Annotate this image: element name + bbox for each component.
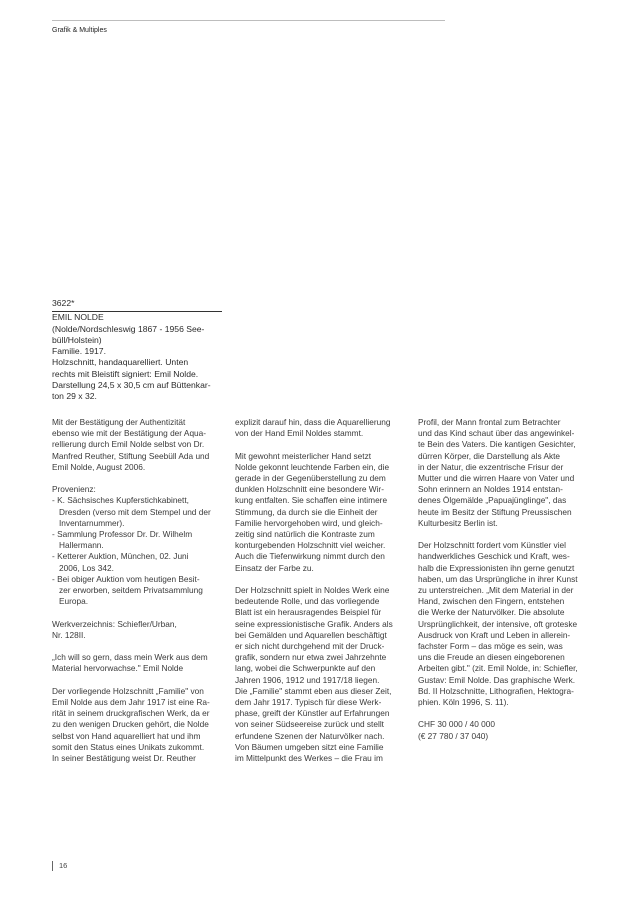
lot-description xyxy=(52,312,222,402)
text-line: von der Hand Emil Noldes stammt. xyxy=(235,428,364,439)
text-line: Provenienz: xyxy=(52,484,96,495)
section-title: Grafik & Multiples xyxy=(52,27,107,34)
text-line: te Bein des Vaters. Die kantigen Gesichter, xyxy=(418,439,576,450)
text-line: im Mittelpunkt des Werkes – die Frau im xyxy=(235,753,383,764)
text-line: zer erworben, seitdem Privatsammlung xyxy=(59,585,203,596)
text-line: Emil Nolde, August 2006. xyxy=(52,461,146,472)
text-line: er sich nicht durchgehend mit der Druck- xyxy=(235,641,385,652)
text-line: 2006, Los 342. xyxy=(59,562,114,573)
text-line: dem Jahr 1917. Typisch für diese Werk- xyxy=(235,697,382,708)
text-line: Arbeiten gibt." (zit. Emil Nolde, in: Schiefler, xyxy=(418,663,578,674)
text-line: halb die Expressionisten ihn gerne genutzt xyxy=(418,562,575,573)
text-line: Material hervorwachse." Emil Nolde xyxy=(52,663,184,674)
text-line: Europa. xyxy=(59,596,89,607)
text-line: von seiner Südseereise zurück und stellt xyxy=(235,719,384,730)
page-number: 16 xyxy=(59,861,68,870)
text-line: Auch die Tiefenwirkung nimmt durch den xyxy=(235,551,385,562)
paragraph-gap xyxy=(235,574,400,585)
text-line: Emil Nolde aus dem Jahr 1917 ist eine Ra- xyxy=(52,697,210,708)
artist-name: EMIL NOLDE xyxy=(52,312,104,323)
text-line: Gustav: Emil Nolde. Das graphische Werk. xyxy=(418,674,576,685)
text-line: Hallermann. xyxy=(59,540,104,551)
text-line: erfundene Szenen der Naturvölker nach. xyxy=(235,730,385,741)
lot-line: Darstellung 24,5 x 30,5 cm auf Büttenkar- xyxy=(52,380,211,391)
paragraph-gap xyxy=(52,641,217,652)
text-line: zu unterstreichen. „Mit dem Material in der xyxy=(418,585,574,596)
paragraph-gap xyxy=(235,439,400,450)
lot-line: büll/Holstein) xyxy=(52,334,102,345)
text-line: Der vorliegende Holzschnitt „Familie" von xyxy=(52,685,204,696)
text-line: Mit der Bestätigung der Authentizität xyxy=(52,417,186,427)
text-column-3 xyxy=(418,417,583,742)
text-line: lang, wobei die Schwerpunkte auf den xyxy=(235,663,376,674)
text-line: ebenso wie mit der Bestätigung der Aqua- xyxy=(52,428,207,439)
text-line: Mit gewohnt meisterlicher Hand setzt xyxy=(235,450,372,461)
paragraph-gap xyxy=(52,473,217,484)
lot-line: ton 29 x 32. xyxy=(52,391,97,402)
text-line: (€ 27 780 / 37 040) xyxy=(418,730,489,741)
lot-block xyxy=(52,298,222,403)
text-line: - Sammlung Professor Dr. Dr. Wilhelm xyxy=(52,529,193,540)
text-line: - Bei obiger Auktion vom heutigen Besit- xyxy=(52,573,200,584)
text-line: phase, greift der Künstler auf Erfahrungen xyxy=(235,708,390,719)
text-line: handwerkliches Geschick und Kraft, wes- xyxy=(418,551,570,562)
text-line: Einsatz der Farbe zu. xyxy=(235,562,314,573)
text-line: CHF 30 000 / 40 000 xyxy=(418,719,496,730)
lot-number: 3622* xyxy=(52,298,75,308)
text-column-1 xyxy=(52,417,217,764)
text-line: - K. Sächsisches Kupferstichkabinett, xyxy=(52,495,189,506)
lot-line: Holzschnitt, handaquarelliert. Unten xyxy=(52,357,189,368)
text-line: zu den wenigen Drucken gehört, die Nolde xyxy=(52,719,209,730)
text-line: in der Natur, die exzentrische Frisur der xyxy=(418,461,564,472)
text-line: Blatt ist ein herausragendes Beispiel für xyxy=(235,607,382,618)
text-line: rellierung durch Emil Nolde selbst von Dr. xyxy=(52,439,205,450)
paragraph-gap xyxy=(418,708,583,719)
text-line: Nr. 128II. xyxy=(52,629,86,640)
text-line: die Werke der Naturvölker. Die absolute xyxy=(418,607,565,618)
page-footer xyxy=(52,861,67,871)
text-line: Inventarnummer). xyxy=(59,517,125,528)
text-line: Werkverzeichnis: Schiefler/Urban, xyxy=(52,618,177,629)
lot-line: (Nolde/Nordschleswig 1867 - 1956 See- xyxy=(52,323,205,334)
text-line: Dresden (verso mit dem Stempel und der xyxy=(59,506,211,517)
text-line: Ursprünglichkeit, der intensive, oft groteske xyxy=(418,618,578,629)
text-line: und das Kind schaut über das angewinkel- xyxy=(418,428,575,439)
text-column-2 xyxy=(235,417,400,764)
text-line: phien. Köln 1996, S. 11). xyxy=(418,697,509,708)
text-line: Von Bäumen umgeben sitzt eine Familie xyxy=(235,741,384,752)
text-line: bedeutende Rolle, und das vorliegende xyxy=(235,596,380,607)
text-line: Der Holzschnitt spielt in Noldes Werk eine xyxy=(235,585,390,596)
text-line: Sohn erinnern an Noldes 1914 entstan- xyxy=(418,484,563,495)
text-line: Manfred Reuther, Stiftung Seebüll Ada und xyxy=(52,450,210,461)
text-line: Familie hervorgehoben wird, und gleich- xyxy=(235,517,383,528)
text-line: zeitig sind natürlich die Kontraste zum xyxy=(235,529,375,540)
text-line: Mutter und die wirren Haare von Vater und xyxy=(418,473,575,484)
text-line: Der Holzschnitt fordert vom Künstler viel xyxy=(418,540,567,551)
text-line: somit den Status eines Unikats zukommt. xyxy=(52,741,205,752)
text-line: Jahren 1906, 1912 und 1917/18 liegen. xyxy=(235,674,380,685)
text-line: seine expressionistische Grafik. Anders als xyxy=(235,618,393,629)
text-line: konturgebenden Holzschnitt viel weicher. xyxy=(235,540,386,551)
paragraph-gap xyxy=(52,607,217,618)
text-line: Bd. II Holzschnitte, Lithografien, Hektogra- xyxy=(418,685,574,696)
text-line: Die „Familie" stammt eben aus dieser Zeit, xyxy=(235,685,392,696)
text-line: Kulturbesitz Berlin ist. xyxy=(418,517,498,528)
text-line: rität in seinem druckgrafischen Werk, da er xyxy=(52,708,210,719)
text-line: heute im Besitz der Stiftung Preussischen xyxy=(418,506,572,517)
lot-line: Familie. 1917. xyxy=(52,346,106,357)
footer-bar xyxy=(52,861,53,871)
text-line: grafik, sondern nur etwa zwei Jahrzehnte xyxy=(235,652,387,663)
text-line: Hand, zwischen den Fingern, entstehen xyxy=(418,596,565,607)
text-line: fachster Form – das möge es sein, was xyxy=(418,641,563,652)
lot-line: rechts mit Bleistift signiert: Emil Nolde. xyxy=(52,368,199,379)
text-line: uns die Freude an diesen eingeborenen xyxy=(418,652,565,663)
text-line: bei Gemälden und Aquarellen beschäftigt xyxy=(235,629,387,640)
text-line: Stimmung, da durch sie die Einheit der xyxy=(235,506,378,517)
text-line: explizit darauf hin, dass die Aquarellierung xyxy=(235,417,391,427)
text-line: dunklen Holzschnitt eine besondere Wir- xyxy=(235,484,384,495)
text-line: Nolde gekonnt leuchtende Farben ein, die xyxy=(235,461,390,472)
text-line: dürren Körper, die Darstellung als Akte xyxy=(418,450,561,461)
paragraph-gap xyxy=(418,529,583,540)
text-line: gerade in der Gegenüberstellung zu dem xyxy=(235,473,386,483)
text-line: denes Ölgemälde „Papuajünglinge", das xyxy=(418,495,567,506)
text-line: Ausdruck von Kraft und Leben in allerein- xyxy=(418,629,571,640)
text-line: Profil, der Mann frontal zum Betrachter xyxy=(418,417,561,427)
text-line: haben, um das Ursprüngliche in ihrer Kunst xyxy=(418,573,578,584)
text-line: kung entfalten. Sie schaffen eine intimere xyxy=(235,495,388,506)
text-line: - Ketterer Auktion, München, 02. Juni xyxy=(52,551,189,562)
text-line: „Ich will so gern, dass mein Werk aus dem xyxy=(52,652,208,663)
top-rule xyxy=(52,20,445,21)
text-line: In seiner Bestätigung weist Dr. Reuther xyxy=(52,753,196,764)
text-line: selbst von Hand aquarelliert hat und ihm xyxy=(52,730,201,741)
paragraph-gap xyxy=(52,675,217,686)
